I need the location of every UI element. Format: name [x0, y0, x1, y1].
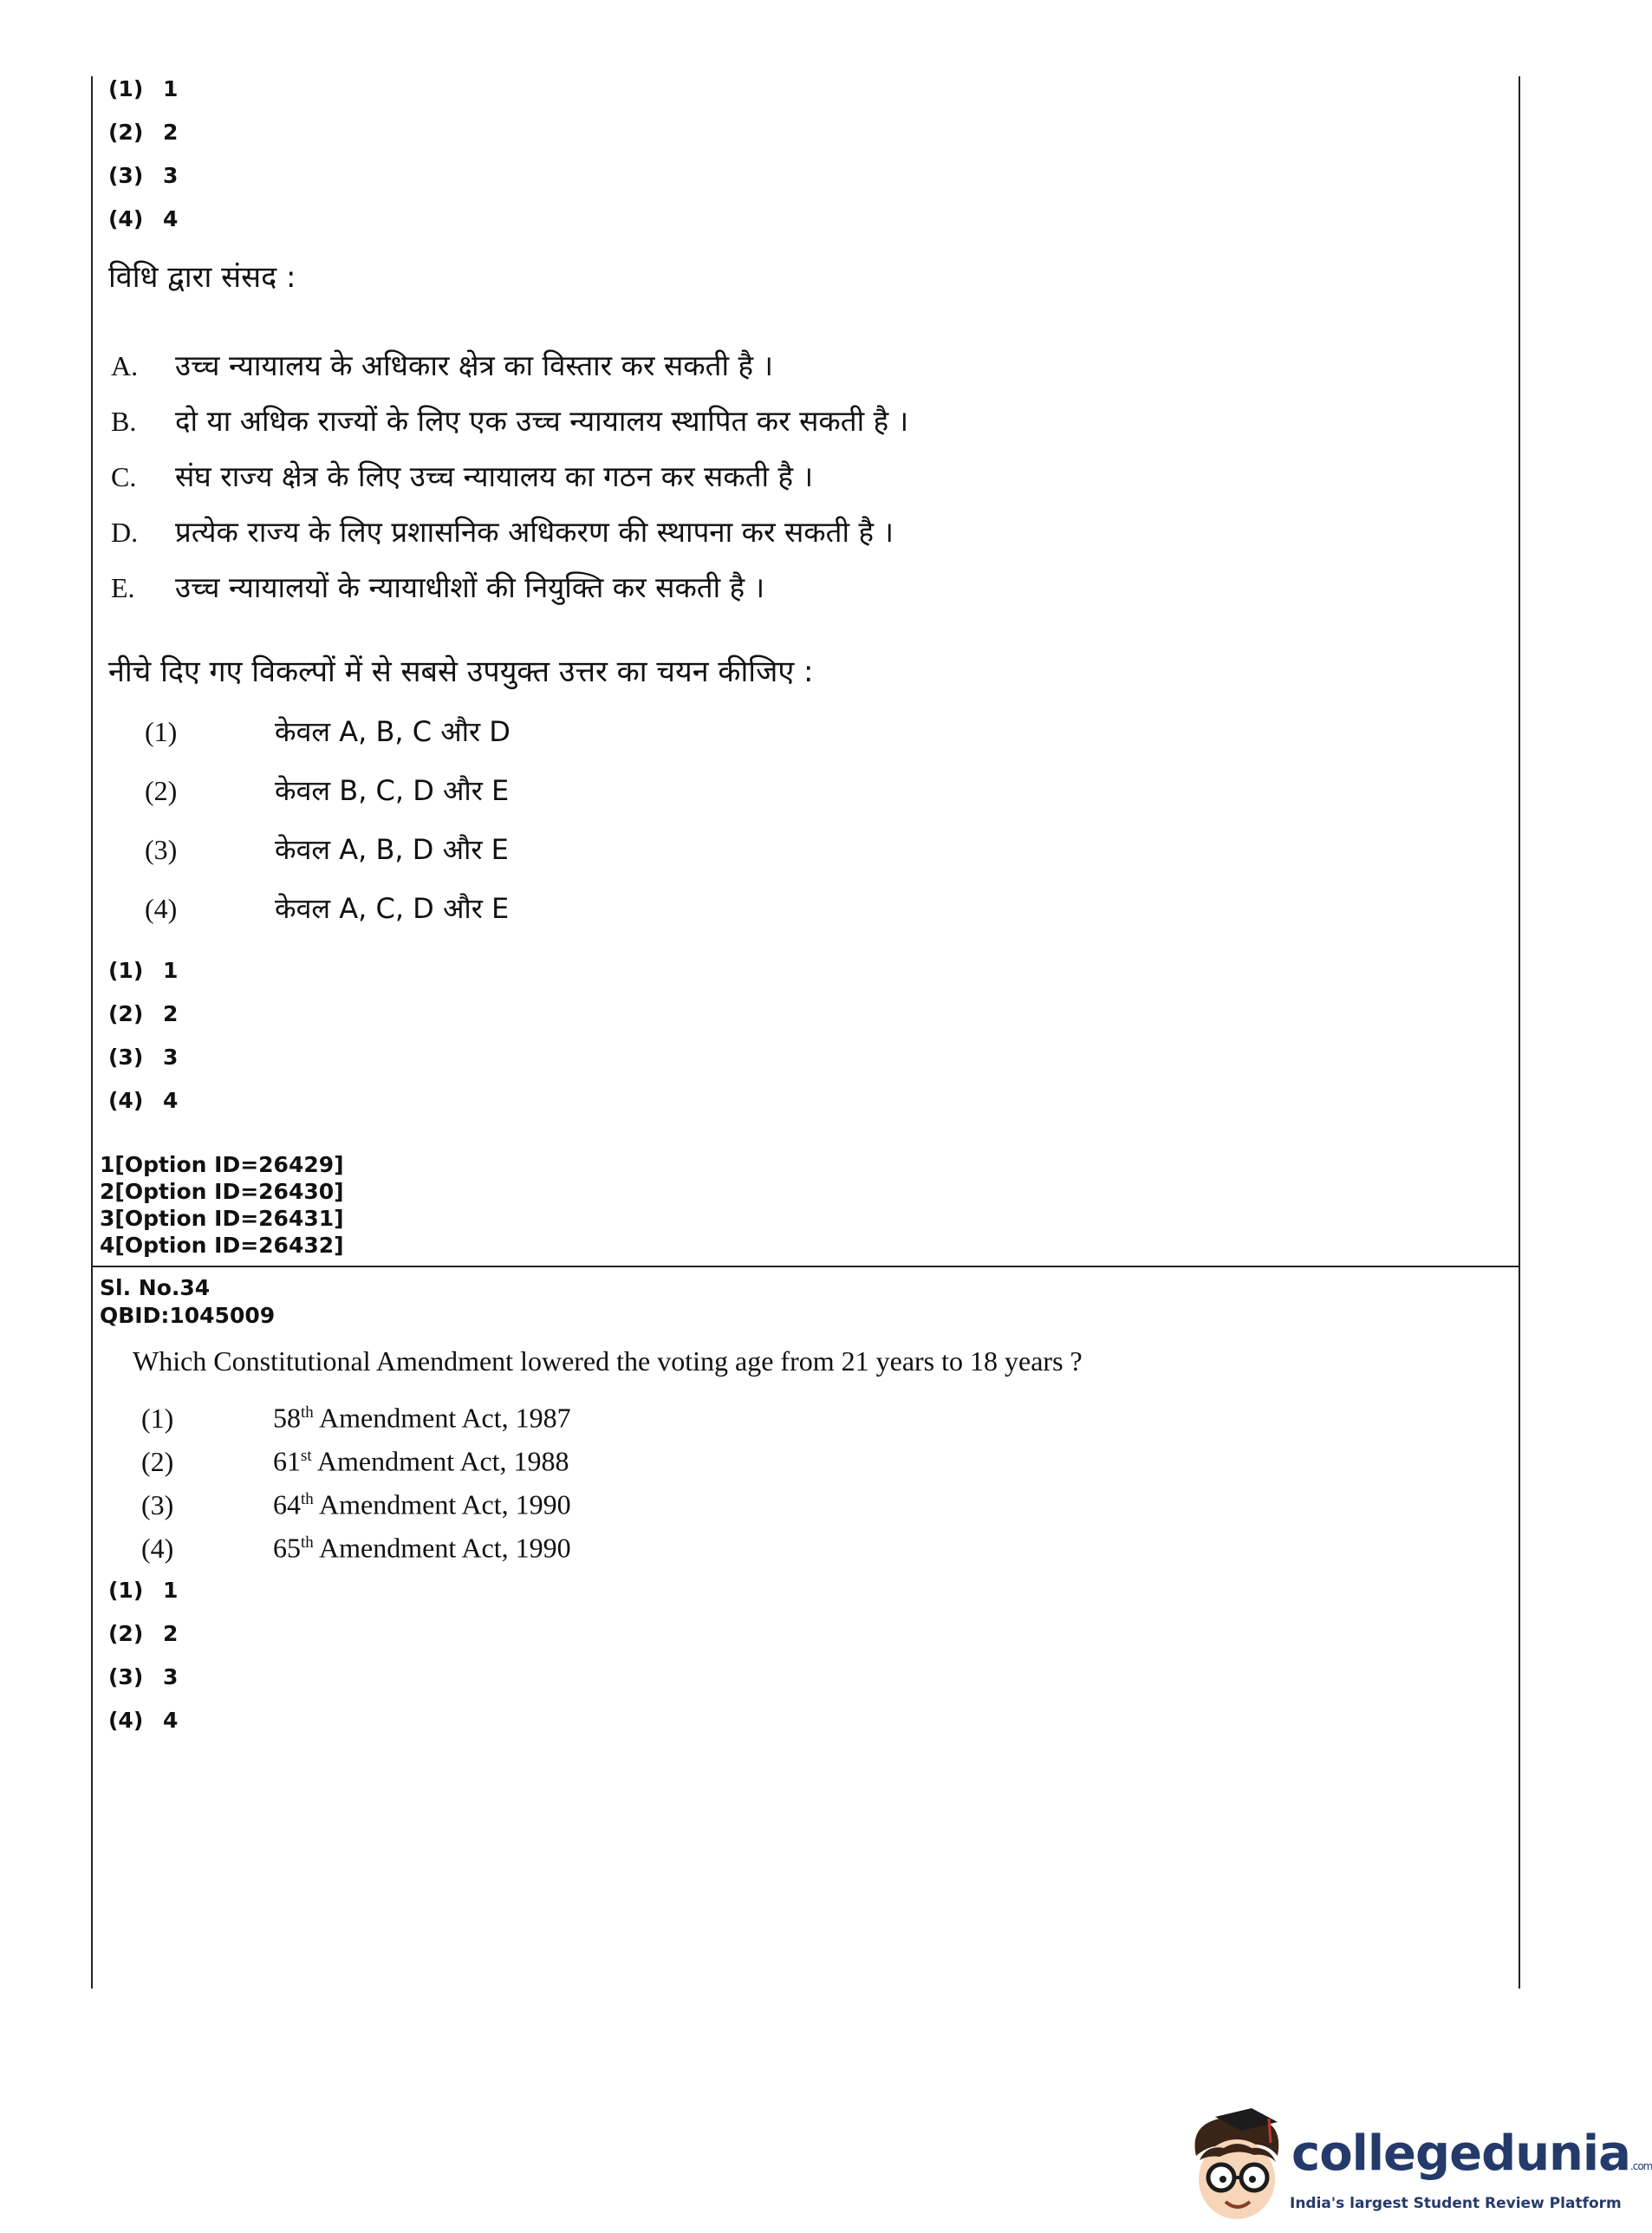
qbid: QBID:1045009	[100, 1303, 276, 1328]
serial-number: Sl. No.34	[100, 1275, 211, 1300]
q34-response-list	[108, 1569, 178, 1742]
response-option[interactable]: (2) 2	[108, 120, 179, 145]
logo-tagline: India's largest Student Review Platform	[1290, 2195, 1622, 2212]
statement-item: B. दो या अधिक राज्यों के लिए एक उच्च न्यायालय स्थापित कर सकती है ।	[111, 404, 909, 438]
choice-item: (4) केवल A, C, D और E	[145, 892, 510, 925]
question-header	[100, 1274, 275, 1330]
response-option[interactable]: (4) 4	[108, 1088, 179, 1113]
response-option[interactable]: (4) 4	[108, 206, 179, 231]
statement-item: C. संघ राज्य क्षेत्र के लिए उच्च न्यायालय का गठन कर सकती है ।	[111, 459, 814, 493]
response-option[interactable]: (2) 2	[108, 1621, 179, 1646]
response-list	[108, 949, 178, 1123]
collegedunia-logo[interactable]	[1180, 2108, 1652, 2230]
response-option[interactable]: (3) 3	[108, 163, 179, 188]
choice-item: (2) केवल B, C, D और E	[145, 774, 510, 807]
frame-left-border	[91, 76, 93, 1989]
frame-right-border	[1519, 76, 1520, 1989]
response-option[interactable]: (1) 1	[108, 958, 179, 983]
statement-item: D. प्रत्येक राज्य के लिए प्रशासनिक अधिकरण की स्थापना कर सकती है ।	[111, 515, 894, 549]
option-id: 2[Option ID=26430]	[100, 1179, 344, 1204]
option-id: 4[Option ID=26432]	[100, 1233, 344, 1258]
response-option[interactable]: (1) 1	[108, 76, 179, 101]
question-divider	[91, 1266, 1520, 1267]
prev-response-list	[108, 68, 178, 241]
mascot-icon	[1180, 2108, 1293, 2230]
choice-item: (4) 65th Amendment Act, 1990	[141, 1532, 571, 1564]
q34-choice-list	[141, 1391, 571, 1565]
option-id: 1[Option ID=26429]	[100, 1152, 344, 1177]
response-option[interactable]: (3) 3	[108, 1664, 179, 1689]
question-text: Which Constitutional Amendment lowered the voting age from 21 years to 18 years ?	[133, 1345, 1083, 1377]
response-option[interactable]: (2) 2	[108, 1001, 179, 1026]
option-id: 3[Option ID=26431]	[100, 1206, 344, 1231]
choice-item: (3) केवल A, B, D और E	[145, 833, 509, 866]
question-stem: विधि द्वारा संसद :	[108, 260, 296, 295]
choice-item: (1) केवल A, B, C और D	[145, 715, 511, 748]
choice-item: (1) 58th Amendment Act, 1987	[141, 1402, 571, 1434]
statement-list	[111, 338, 908, 615]
statement-item: E. उच्च न्यायालयों के न्यायाधीशों की नियुक्ति कर सकती है ।	[111, 570, 765, 604]
choice-list	[145, 702, 511, 938]
logo-wordmark: collegedunia.com	[1291, 2126, 1652, 2182]
response-option[interactable]: (1) 1	[108, 1578, 179, 1603]
option-id-list	[100, 1151, 344, 1259]
statement-item: A. उच्च न्यायालय के अधिकार क्षेत्र का विस्तार कर सकती है ।	[111, 348, 774, 382]
response-option[interactable]: (3) 3	[108, 1045, 179, 1070]
choice-item: (2) 61st Amendment Act, 1988	[141, 1445, 569, 1477]
question-instruction: नीचे दिए गए विकल्पों में से सबसे उपयुक्त उत्तर का चयन कीजिए :	[108, 654, 814, 689]
response-option[interactable]: (4) 4	[108, 1708, 179, 1733]
choice-item: (3) 64th Amendment Act, 1990	[141, 1488, 571, 1520]
